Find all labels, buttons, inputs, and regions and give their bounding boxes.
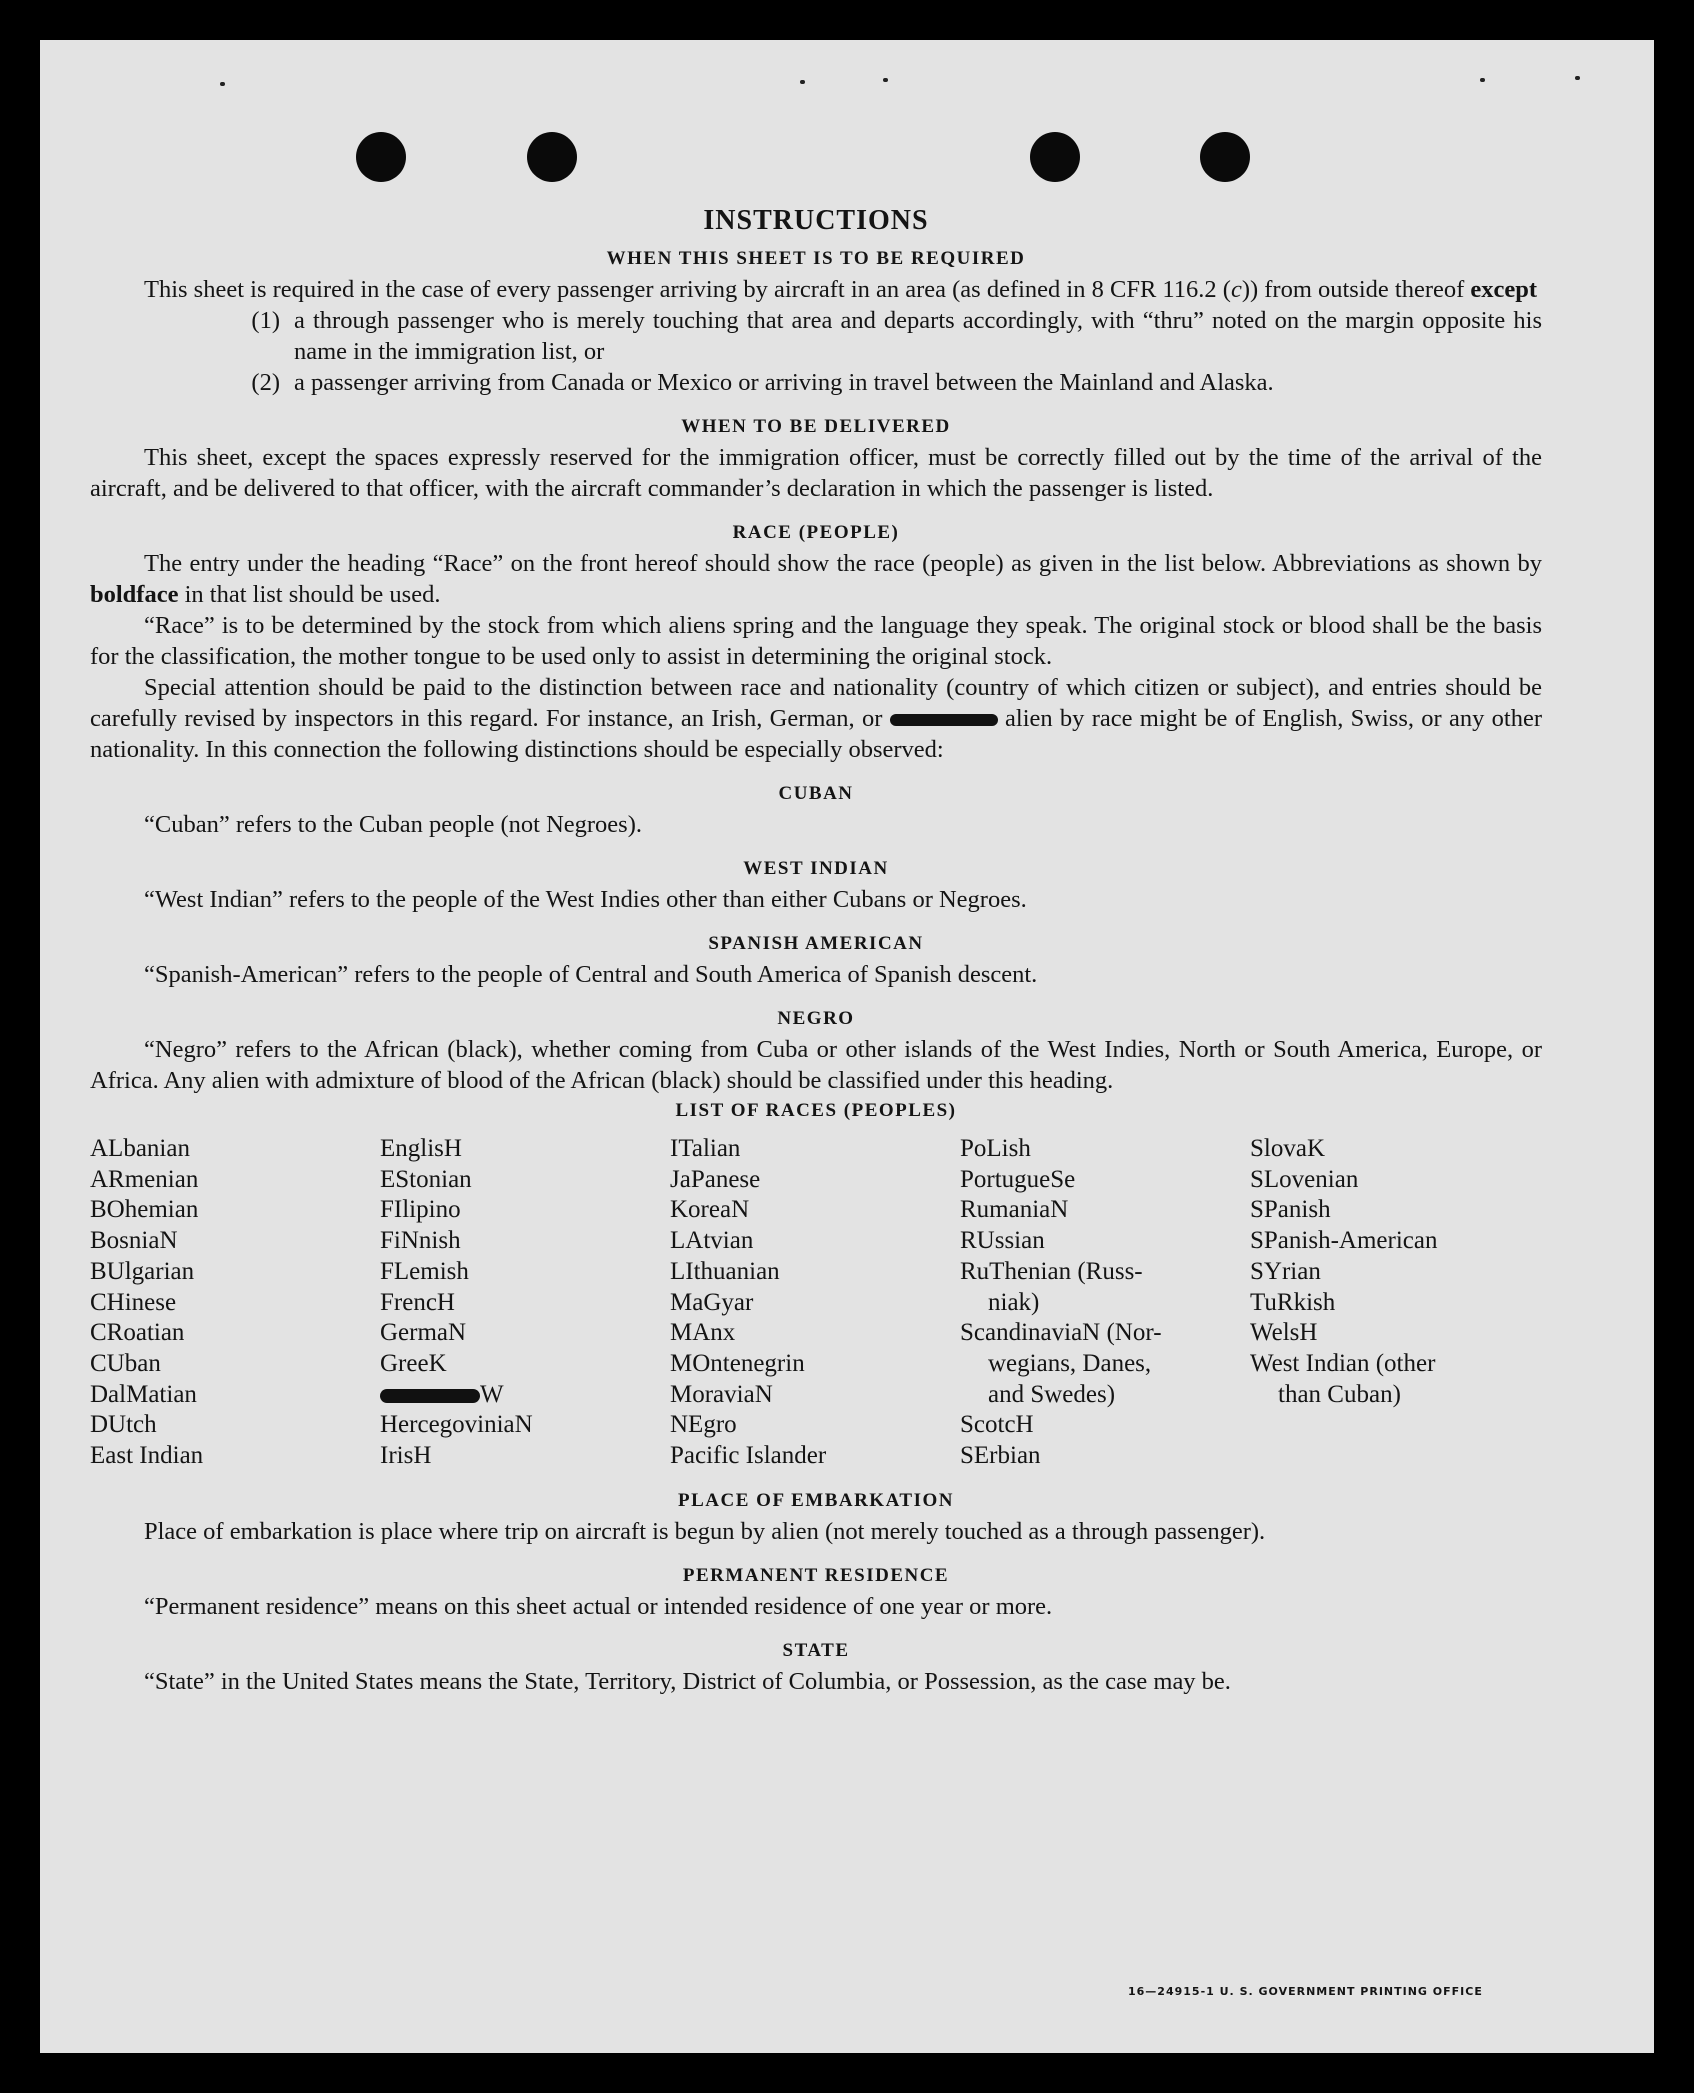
redaction xyxy=(890,714,998,726)
document-body xyxy=(90,205,1542,1697)
race-entry: TuRkish xyxy=(1250,1288,1336,1316)
heading-delivered: WHEN TO BE DELIVERED xyxy=(681,416,951,437)
paragraph-spanish-american: “Spanish-American” refers to the people of Central and South America of Spanish descent. xyxy=(144,961,1038,988)
race-entry: SErbian xyxy=(960,1442,1041,1470)
heading-west-indian: WEST INDIAN xyxy=(743,858,889,879)
race-entry: ScandinaviaN (Nor- xyxy=(960,1319,1162,1347)
list-item: (2) a passenger arriving from Canada or Mexico or arriving in travel between the Mainland and Alaska. xyxy=(251,369,1274,396)
speck xyxy=(1575,76,1580,80)
heading-cuban: CUBAN xyxy=(778,783,854,804)
race-entry: BUlgarian xyxy=(90,1257,195,1285)
race-entry: RuThenian (Russ- xyxy=(960,1257,1143,1285)
race-entry: LAtvian xyxy=(670,1227,754,1255)
race-entry-continued: than Cuban) xyxy=(1278,1380,1401,1408)
race-entry: MOntenegrin xyxy=(670,1349,805,1377)
race-entry-redacted: W xyxy=(380,1380,670,1411)
race-entry: SlovaK xyxy=(1250,1135,1325,1162)
race-entry: SLovenian xyxy=(1250,1165,1359,1193)
heading-state: STATE xyxy=(782,1639,850,1661)
race-entry: CUban xyxy=(90,1349,161,1377)
race-entry: ITalian xyxy=(670,1135,741,1162)
race-entry: MaGyar xyxy=(670,1288,754,1316)
races-column-5 xyxy=(1250,1134,1540,1472)
heading-embarkation: PLACE OF EMBARKATION xyxy=(678,1489,954,1511)
speck xyxy=(800,80,805,84)
race-entry: PortugueSe xyxy=(960,1165,1076,1193)
speck xyxy=(1480,78,1485,82)
race-entry: CRoatian xyxy=(90,1319,185,1347)
race-entry-continued: niak) xyxy=(988,1288,1040,1316)
race-entry: Pacific Islander xyxy=(670,1442,827,1470)
paragraph-west-indian: “West Indian” refers to the people of the West Indies other than either Cubans or Negroes. xyxy=(144,886,1027,913)
paragraph-residence: “Permanent residence” means on this sheet actual or intended residence of one year or more. xyxy=(144,1592,1053,1620)
race-entry: DalMatian xyxy=(90,1380,197,1408)
heading-negro: NEGRO xyxy=(777,1008,855,1029)
paragraph-embarkation: Place of embarkation is place where trip on aircraft is begun by alien (not merely touched as a through passenger). xyxy=(144,1517,1266,1545)
race-entry: EStonian xyxy=(380,1165,472,1193)
race-entry: CHinese xyxy=(90,1288,177,1316)
race-entry: FrencH xyxy=(380,1288,455,1316)
race-entry: PoLish xyxy=(960,1135,1031,1162)
paragraph-state: “State” in the United States means the State, Territory, District of Columbia, or Possession, as the case may be. xyxy=(144,1667,1231,1695)
race-entry: ScotcH xyxy=(960,1411,1034,1439)
heading-spanish-american: SPANISH AMERICAN xyxy=(708,933,924,954)
race-entry: LIthuanian xyxy=(670,1257,780,1285)
race-entry: SPanish xyxy=(1250,1196,1331,1224)
paragraph-race-3: Special attention should be paid to the distinction between race and nationality (country of which citizen or subject), and entries should be carefully revised by inspectors in this regard. For instance, an Irish, German, or alien by race might be of English, Swiss, or any other nationality. In this connection the following distinctions should be especially observed: xyxy=(90,674,1543,763)
race-entry: JaPanese xyxy=(670,1165,761,1193)
printer-imprint: 16—24915-1 U. S. GOVERNMENT PRINTING OFFICE xyxy=(1128,1985,1483,1998)
punch-hole xyxy=(1030,132,1080,182)
races-column-2 xyxy=(380,1134,670,1472)
race-entry: WelsH xyxy=(1250,1319,1318,1347)
races-column-4 xyxy=(960,1134,1250,1472)
race-entry: ALbanian xyxy=(90,1135,190,1162)
document-page xyxy=(40,40,1654,2053)
race-entry: GreeK xyxy=(380,1349,447,1377)
paragraph-cuban: “Cuban” refers to the Cuban people (not Negroes). xyxy=(144,811,642,838)
race-entry: SYrian xyxy=(1250,1257,1321,1285)
race-entry-continued: wegians, Danes, xyxy=(988,1349,1152,1377)
race-entry: West Indian (other xyxy=(1250,1349,1436,1377)
race-entry: DUtch xyxy=(90,1411,157,1439)
speck xyxy=(883,78,888,82)
races-column-1 xyxy=(90,1134,380,1472)
race-entry: SPanish-American xyxy=(1250,1227,1438,1255)
heading-list-of-races: LIST OF RACES (PEOPLES) xyxy=(675,1100,957,1121)
race-entry: MoraviaN xyxy=(670,1380,773,1408)
heading-race: RACE (PEOPLE) xyxy=(732,522,900,543)
race-entry: IrisH xyxy=(380,1442,432,1470)
paragraph-negro: “Negro” refers to the African (black), whether coming from Cuba or other islands of the West Indies, North or South America, Europe, or Africa. Any alien with admixture of blood of the African (black) should be classified under this heading. xyxy=(90,1036,1542,1094)
page-title: INSTRUCTIONS xyxy=(703,205,929,236)
race-entry: ARmenian xyxy=(90,1165,199,1193)
paragraph-race-2: “Race” is to be determined by the stock from which aliens spring and the language they speak. The original stock or blood shall be the basis for the classification, the mother tongue to be used only to assist in determining the original stock. xyxy=(90,612,1542,670)
paragraph-race-1: The entry under the heading “Race” on the front hereof should show the race (people) as given in the list below. Abbreviations as shown by boldface in that list should be used. xyxy=(90,550,1542,608)
race-entry: FiNnish xyxy=(380,1227,461,1255)
paragraph-required: This sheet is required in the case of every passenger arriving by aircraft in an area (as defined in 8 CFR 116.2 (c)) from outside thereof except xyxy=(144,276,1538,303)
race-entry: NEgro xyxy=(670,1411,737,1439)
race-entry: KoreaN xyxy=(670,1196,750,1224)
race-entry: GermaN xyxy=(380,1319,467,1347)
race-entry: RUssian xyxy=(960,1227,1045,1255)
heading-residence: PERMANENT RESIDENCE xyxy=(682,1564,950,1586)
punch-hole xyxy=(356,132,406,182)
race-entry: RumaniaN xyxy=(960,1196,1069,1224)
heading-required: WHEN THIS SHEET IS TO BE REQUIRED xyxy=(606,248,1026,269)
race-entry: FLemish xyxy=(380,1257,469,1285)
redaction xyxy=(380,1389,480,1403)
paragraph-delivered: This sheet, except the spaces expressly reserved for the immigration officer, must be correctly filled out by the time of the arrival of the aircraft, and be delivered to that officer, with the aircraft commander’s declaration in which the passenger is listed. xyxy=(90,444,1542,502)
list-item: (1) a through passenger who is merely touching that area and departs accordingly, with “thru” noted on the margin opposite his name in the immigration list, or xyxy=(251,307,1542,365)
race-entry: FIlipino xyxy=(380,1196,461,1224)
race-entry: HercegoviniaN xyxy=(380,1411,533,1439)
race-entry: BOhemian xyxy=(90,1196,199,1224)
races-column-3 xyxy=(670,1134,960,1472)
race-entry: BosniaN xyxy=(90,1227,178,1255)
punch-hole xyxy=(1200,132,1250,182)
speck xyxy=(220,82,225,86)
races-table xyxy=(90,1134,1542,1472)
race-entry: East Indian xyxy=(90,1442,204,1470)
race-entry: MAnx xyxy=(670,1319,736,1347)
race-entry: EnglisH xyxy=(380,1135,462,1162)
race-entry-continued: and Swedes) xyxy=(988,1380,1116,1408)
punch-hole xyxy=(527,132,577,182)
